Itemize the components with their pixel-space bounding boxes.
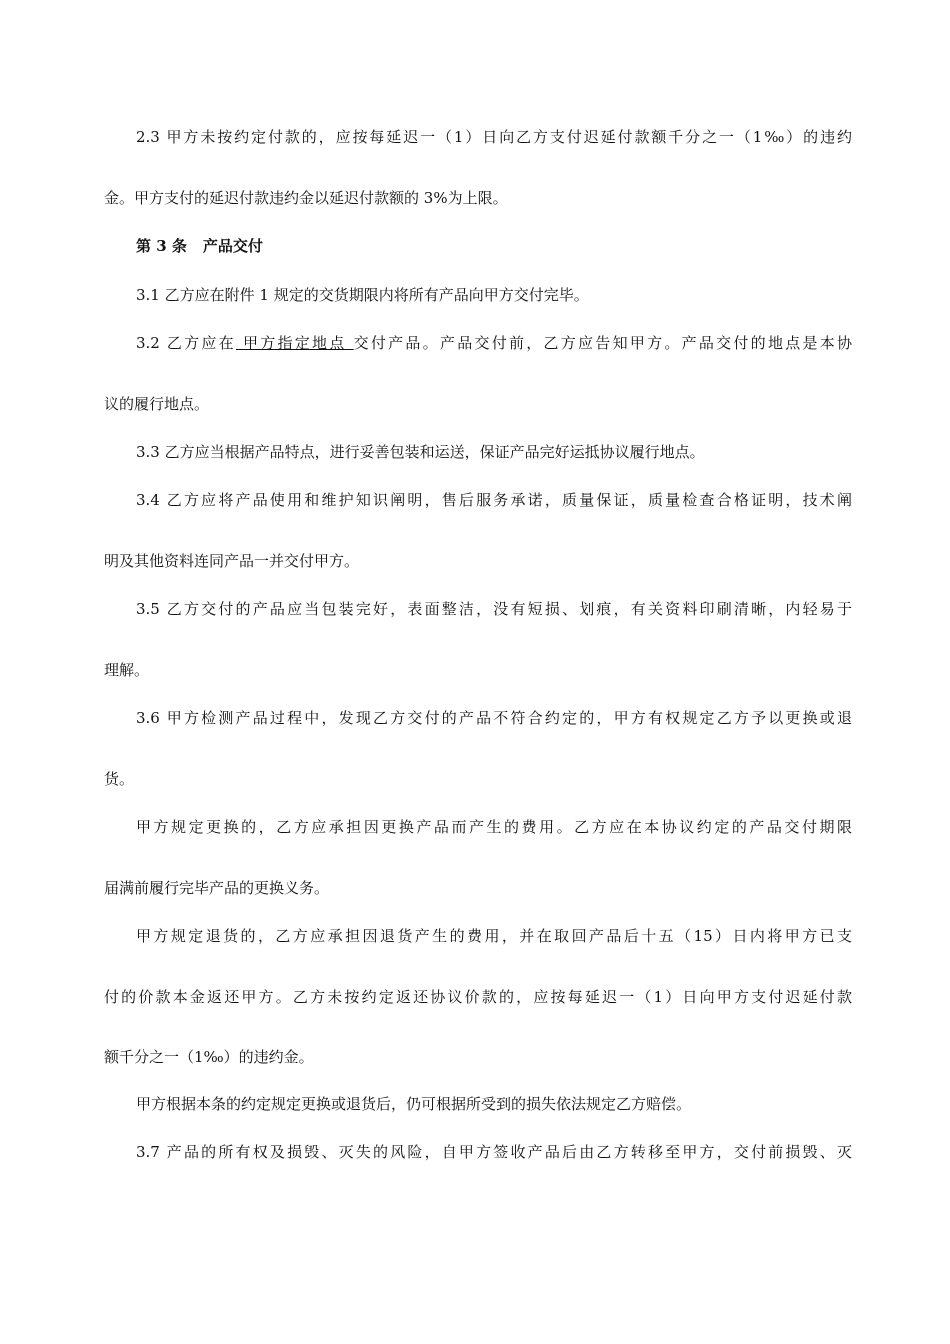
paragraph-3-4-line-1: 3.4 乙方应将产品使用和维护知识阐明，售后服务承诺，质量保证，质量检查合格证明，技术阐 <box>136 491 852 509</box>
paragraph-3-6-line-2: 货。 <box>104 770 135 788</box>
paragraph-3-2-line-1 <box>136 333 852 353</box>
paragraph-return-line-2: 付的价款本金返还甲方。乙方未按约定返还协议价款的，应按每延迟一（1）日向甲方支付迟延付款 <box>104 988 852 1006</box>
delivery-location-blank: 甲方指定地点 <box>235 334 354 352</box>
paragraph-3-2-suffix: 交付产品。产品交付前，乙方应告知甲方。产品交付的地点是本协 <box>353 334 852 352</box>
paragraph-compensation: 甲方根据本条的约定规定更换或退货后，仍可根据所受到的损失依法规定乙方赔偿。 <box>136 1095 692 1113</box>
paragraph-replacement-line-2: 届满前履行完毕产品的更换义务。 <box>104 879 330 897</box>
paragraph-2-3-line-1: 2.3 甲方未按约定付款的，应按每延迟一（1）日向乙方支付迟延付款额千分之一（1‰）的违约 <box>136 128 852 146</box>
paragraph-3-1: 3.1 乙方应在附件 1 规定的交货期限内将所有产品向甲方交付完毕。 <box>136 286 589 304</box>
section-3-title: 产品交付 <box>202 237 263 255</box>
paragraph-3-4-line-2: 明及其他资料连同产品一并交付甲方。 <box>104 552 360 570</box>
paragraph-3-2-line-2: 议的履行地点。 <box>104 395 210 413</box>
section-3-number: 第 3 条 <box>136 237 187 255</box>
paragraph-3-5-line-1: 3.5 乙方交付的产品应当包装完好，表面整洁，没有短损、划痕，有关资料印刷清晰，内轻易于 <box>136 600 852 618</box>
paragraph-replacement-line-1: 甲方规定更换的，乙方应承担因更换产品而产生的费用。乙方应在本协议约定的产品交付期限 <box>136 818 852 836</box>
paragraph-3-7-line-1: 3.7 产品的所有权及损毁、灭失的风险，自甲方签收产品后由乙方转移至甲方，交付前损毁、灭 <box>136 1143 852 1161</box>
paragraph-2-3-line-2: 金。甲方支付的延迟付款违约金以延迟付款额的 3%为上限。 <box>104 189 508 207</box>
section-3-heading <box>136 236 852 256</box>
paragraph-return-line-3: 额千分之一（1‰）的违约金。 <box>104 1048 314 1066</box>
paragraph-3-3: 3.3 乙方应当根据产品特点，进行妥善包装和运送，保证产品完好运抵协议履行地点。 <box>136 443 705 461</box>
paragraph-3-6-line-1: 3.6 甲方检测产品过程中，发现乙方交付的产品不符合约定的，甲方有权规定乙方予以更换或退 <box>136 709 852 727</box>
paragraph-3-5-line-2: 理解。 <box>104 661 150 679</box>
paragraph-3-2-prefix: 3.2 乙方应在 <box>136 334 236 352</box>
paragraph-return-line-1: 甲方规定退货的，乙方应承担因退货产生的费用，并在取回产品后十五（15）日内将甲方已支 <box>136 927 852 945</box>
